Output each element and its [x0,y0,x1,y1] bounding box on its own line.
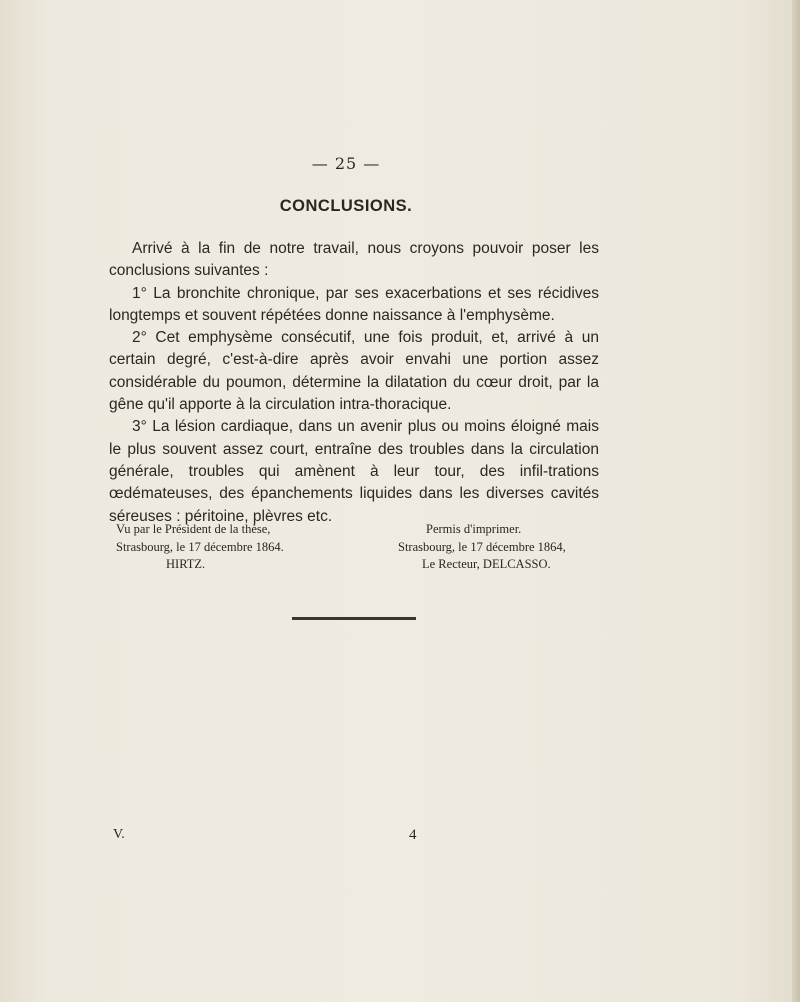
paragraph-conclusion-2: 2° Cet emphysème consécutif, une fois produit, et, arrivé à un certain degré, c'est-à-dire après avoir envahi une portion assez considérable du poumon, détermine la dilatation du cœur droit, par la gêne qu'il apporte à la circulation intra-thoracique. [109,329,599,414]
signature-mark: V. [113,827,125,842]
page-edge [792,0,800,1002]
paragraph-conclusion-3: 3° La lésion cardiaque, dans un avenir plus ou moins éloigné mais le plus souvent assez court, entraîne des troubles dans la circulation générale, troubles qui amènent à leur tour, des infil-trations œdémateuses, des épanchements liquides dans les diverses cavités séreuses : péritoine, plèvres etc. [109,418,599,525]
sheet-number: 4 [409,827,417,843]
paragraph-conclusion-1: 1° La bronchite chronique, par ses exacerbations et ses récidives longtemps et souvent répétées donne naissance à l'emphysème. [109,284,599,324]
page-number: — 25 — [311,154,381,173]
paragraph-intro: Arrivé à la fin de notre travail, nous croyons pouvoir poser les conclusions suivantes : [109,240,599,280]
divider-rule [292,617,416,620]
signature-block-president [116,521,284,574]
signature-right-line2: Strasbourg, le 17 décembre 1864, [398,539,566,554]
signature-right-name: Le Recteur, DELCASSO. [422,557,551,571]
signature-block-rector [398,521,566,574]
signature-left-line2: Strasbourg, le 17 décembre 1864. [116,539,284,554]
signature-right-line1: Permis d'imprimer. [426,522,522,536]
signature-left-line1: Vu par le Président de la thèse, [116,522,271,536]
page-title: CONCLUSIONS. [279,197,413,215]
body-text [109,238,599,528]
signature-left-name: HIRTZ. [166,557,206,571]
